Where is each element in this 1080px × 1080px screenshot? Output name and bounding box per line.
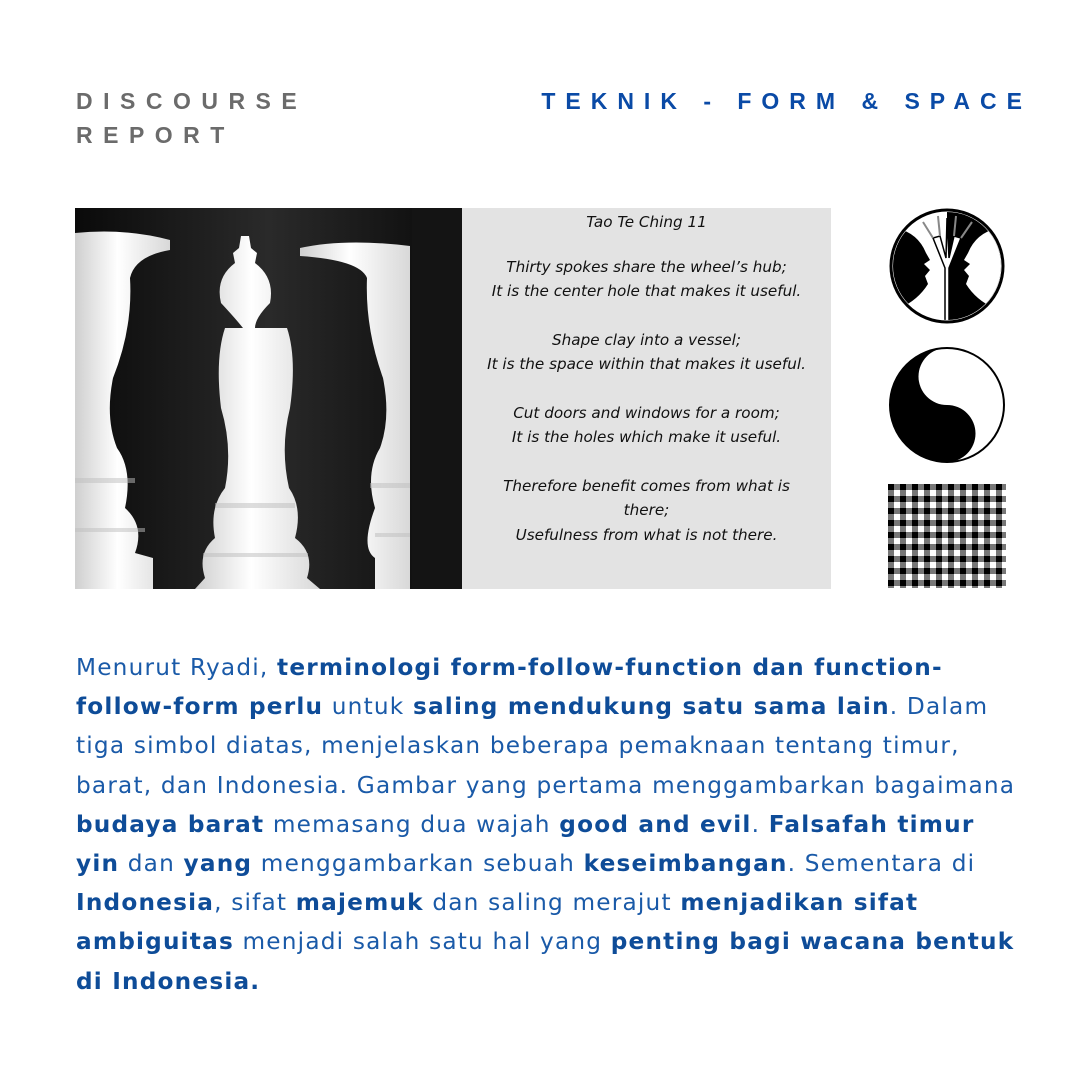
text-emphasis: saling mendukung satu sama lain xyxy=(412,693,890,721)
text-emphasis: Indonesia xyxy=(76,889,215,917)
poem-line: It is the center hole that makes it useful. xyxy=(491,282,802,300)
text-emphasis: good and evil xyxy=(559,810,752,838)
janus-faces-emblem-icon xyxy=(888,208,1006,324)
poem-line: Shape clay into a vessel; xyxy=(552,330,741,349)
text-emphasis: terminologi form-follow-function dan function-follow-form perlu xyxy=(76,654,943,721)
text-run: menggambarkan sebuah xyxy=(252,850,584,878)
report-label-line2: REPORT xyxy=(76,122,235,148)
poem-stanza xyxy=(462,255,831,304)
text-emphasis: yang xyxy=(183,850,253,878)
poem-stanza xyxy=(462,401,831,450)
text-run: , sifat xyxy=(214,889,296,917)
text-run: dan saling merajut xyxy=(423,889,681,917)
text-run: . Dalam tiga simbol diatas, menjelaskan beberapa pemaknaan tentang timur, barat, dan Indonesia. Gambar yang pertama menggambarkan bagaimana xyxy=(76,693,1016,799)
text-run: . xyxy=(751,810,769,838)
report-label xyxy=(76,84,307,152)
text-emphasis: budaya barat xyxy=(76,810,265,838)
text-emphasis: menjadikan sifat ambiguitas xyxy=(76,889,919,956)
text-run: Menurut Ryadi, xyxy=(76,654,278,681)
text-run: menjadi salah satu hal yang xyxy=(233,928,611,956)
poem-title: Tao Te Ching 11 xyxy=(586,213,707,231)
poem-stanza xyxy=(462,328,831,377)
text-run: untuk xyxy=(323,693,413,721)
poem-line: Cut doors and windows for a room; xyxy=(513,403,780,422)
poem-line: It is the holes which make it useful. xyxy=(511,428,782,446)
report-label-line1: DISCOURSE xyxy=(76,88,308,114)
yin-yang-icon xyxy=(888,345,1006,465)
poem-line: Thirty spokes share the wheel’s hub; xyxy=(506,257,787,276)
chess-faces-illusion-image xyxy=(75,208,462,589)
text-emphasis: majemuk xyxy=(295,889,424,917)
text-emphasis: keseimbangan xyxy=(583,850,788,878)
poleng-checkered-pattern-icon xyxy=(888,484,1006,588)
poem-line: Usefulness from what is not there. xyxy=(515,525,778,544)
poem-line: Therefore benefit comes from what is xyxy=(503,476,790,495)
tao-te-ching-poem xyxy=(462,208,831,589)
text-run: . Sementara di xyxy=(787,850,976,878)
text-emphasis: penting bagi wacana bentuk di Indonesia. xyxy=(76,928,1015,995)
section-title: TEKNIK - FORM & SPACE xyxy=(541,88,1032,114)
poem-stanza xyxy=(462,474,831,548)
poem-line: there; xyxy=(623,501,670,519)
body-paragraph xyxy=(76,648,1016,1001)
text-run: memasang dua wajah xyxy=(264,810,560,838)
text-emphasis: Falsafah timur yin xyxy=(76,810,975,878)
poem-line: It is the space within that makes it useful. xyxy=(487,355,806,373)
text-run: dan xyxy=(119,850,184,878)
